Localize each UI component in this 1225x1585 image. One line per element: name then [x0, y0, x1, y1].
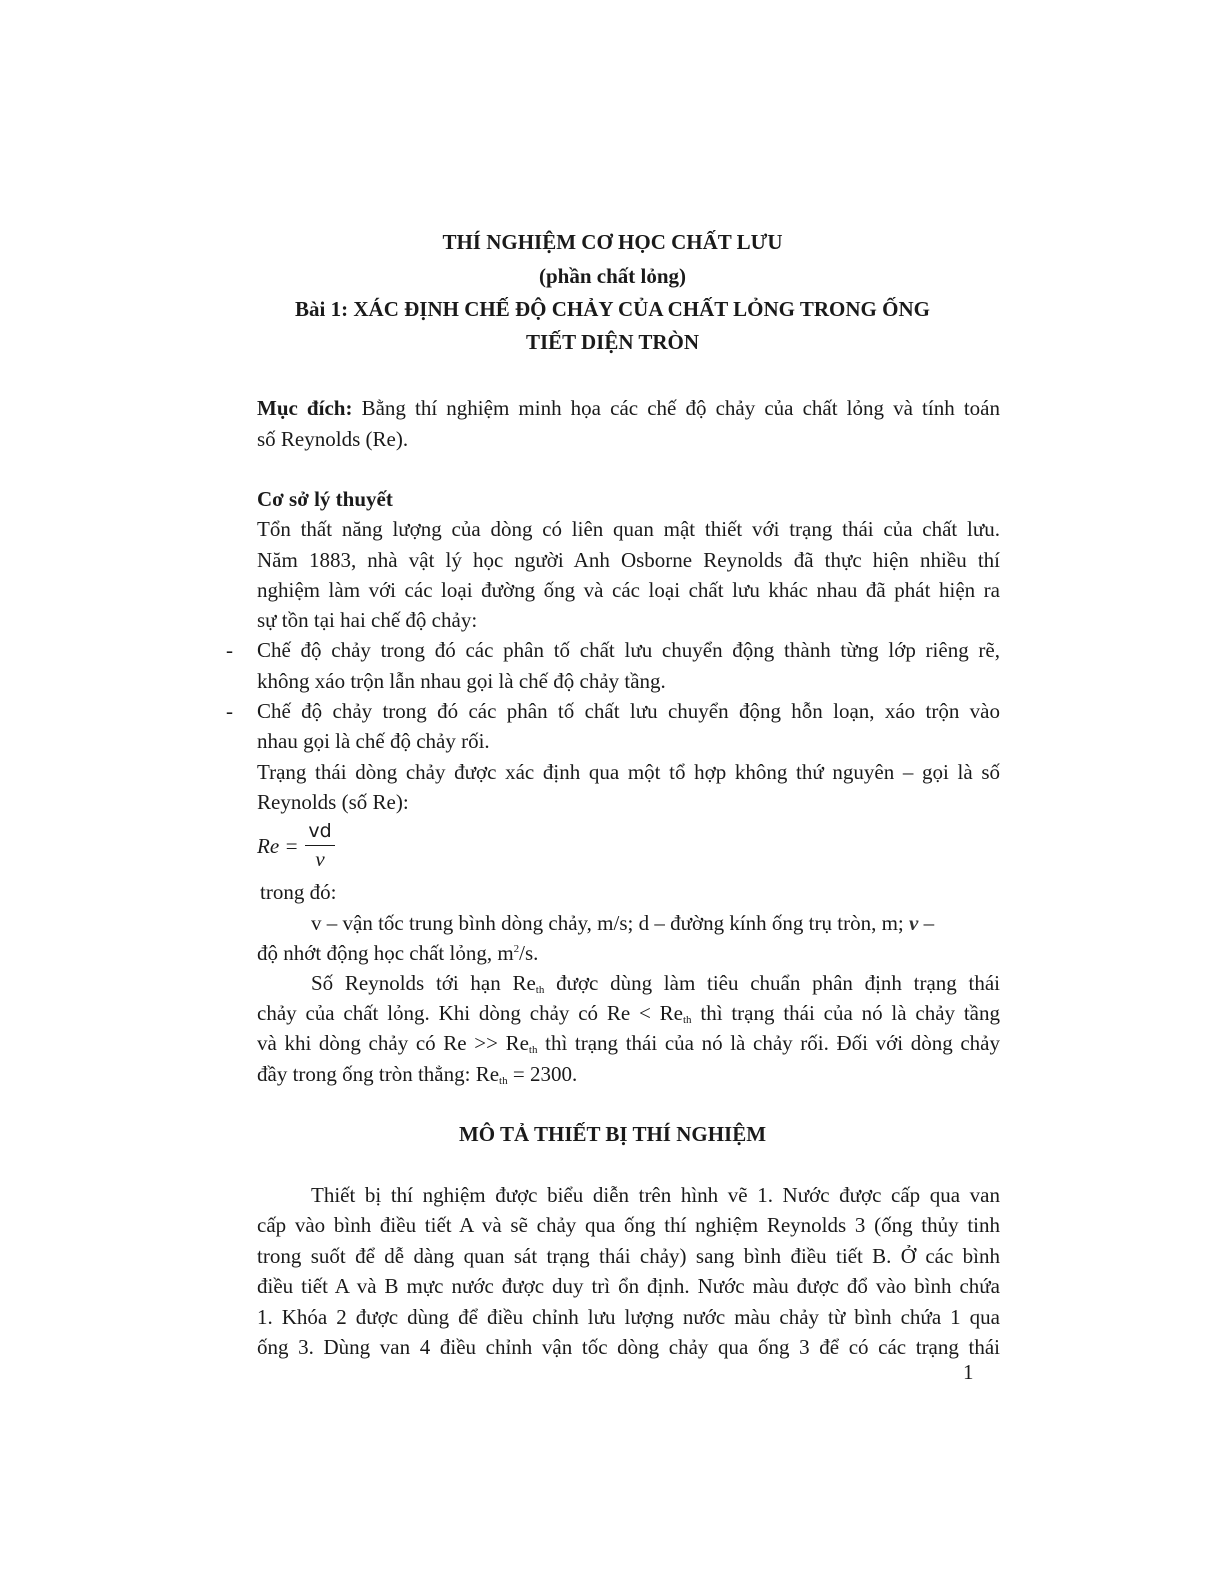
theory-p3-line4: đầy trong ống tròn thẳng: $Re_{th} = 2300$.: [257, 1062, 578, 1087]
page-number: 1: [963, 1360, 974, 1384]
equipment-heading: MÔ TẢ THIẾT BỊ THÍ NGHIỆM: [458, 1122, 767, 1146]
bullet2-line: Chế độ chảy trong đó các phân tố chất lưu chuyển động hỗn loạn, xáo trộn vào: [257, 699, 1000, 723]
theory-p2-line: Trạng thái dòng chảy được xác định qua một tổ hợp không thứ nguyên – gọi là số: [257, 760, 1000, 784]
theory-p3-line1: Số Reynolds tới hạn $Re_{th}$ được dùng làm tiêu chuẩn phân định trạng thái: [311, 971, 1000, 996]
purpose-line2: số Reynolds (Re).: [257, 427, 409, 451]
theory-p3-line2: chảy của chất lỏng. Khi dòng chảy có $Re < Re_{th}$ thì trạng thái của nó là chảy tầng: [257, 1001, 1000, 1026]
theory-heading: Cơ sở lý thuyết: [257, 487, 393, 511]
theory-p2-line: Reynolds (số Re):: [257, 790, 409, 814]
theory-p1-line: Tổn thất năng lượng của dòng có liên quan mật thiết với trạng thái của chất lưu.: [257, 517, 1000, 541]
theory-p3-line3: và khi dòng chảy có $Re >> Re_{th}$ thì trạng thái của nó là chảy rối. Đối với dòng chảy: [257, 1031, 1000, 1056]
bullet1-line: Chế độ chảy trong đó các phân tố chất lưu chuyển động thành từng lớp riêng rẽ,: [257, 638, 1000, 662]
doc-title-line3: Bài 1: XÁC ĐỊNH CHẾ ĐỘ CHẢY CỦA CHẤT LỎNG TRONG ỐNG: [295, 297, 930, 321]
equipment-line: 1. Khóa 2 được dùng để điều chỉnh lưu lượng nước màu chảy từ bình chứa 1 qua: [257, 1305, 1000, 1329]
equipment-line: cấp vào bình điều tiết A và sẽ chảy qua ống thí nghiệm Reynolds 3 (ống thủy tinh: [257, 1213, 1000, 1237]
definition-line2: độ nhớt động học chất lỏng, $m^2/s$.: [257, 941, 539, 965]
theory-p1-line: Năm 1883, nhà vật lý học người Anh Osborne Reynolds đã thực hiện nhiều thí: [257, 548, 1000, 572]
formula-denominator: ν: [315, 847, 325, 871]
formula-fraction: [305, 819, 335, 870]
purpose-label: Mục đích:: [257, 396, 353, 420]
where-label: trong đó:: [260, 880, 337, 904]
theory-p1-line: sự tồn tại hai chế độ chảy:: [257, 608, 478, 632]
doc-title-line2: (phần chất lỏng): [538, 264, 687, 288]
bullet-dash: -: [226, 638, 233, 662]
equipment-line: điều tiết A và B mực nước được duy trì ổn định. Nước màu được đổ vào bình chứa: [257, 1274, 1000, 1298]
formula-numerator: vd: [308, 820, 332, 842]
bullet-dash: -: [226, 699, 233, 723]
bullet1-line: không xáo trộn lẫn nhau gọi là chế độ chảy tầng.: [257, 669, 666, 693]
equipment-line: trong suốt để dễ dàng quan sát trạng thái chảy) sang bình điều tiết B. Ở các bình: [257, 1244, 1000, 1268]
theory-p1-line: nghiệm làm với các loại đường ống và các loại chất lưu khác nhau đã phát hiện ra: [257, 578, 1000, 602]
definition-line1: v – vận tốc trung bình dòng chảy, m/s; d – đường kính ống trụ tròn, m; ν –: [311, 911, 935, 935]
formula-lhs: Re =: [257, 834, 299, 858]
equipment-line: ống 3. Dùng van 4 điều chỉnh vận tốc dòng chảy qua ống 3 để có các trạng thái: [257, 1335, 1000, 1359]
equipment-line: Thiết bị thí nghiệm được biểu diễn trên hình vẽ 1. Nước được cấp qua van: [311, 1183, 1000, 1207]
bullet2-line: nhau gọi là chế độ chảy rối.: [257, 729, 490, 753]
doc-title-line1: THÍ NGHIỆM CƠ HỌC CHẤT LƯU: [442, 230, 783, 254]
purpose-line1: Mục đích: Bằng thí nghiệm minh họa các chế độ chảy của chất lỏng và tính toán: [257, 396, 1001, 420]
doc-title-line4: TIẾT DIỆN TRÒN: [525, 330, 700, 354]
fraction-bar: [305, 845, 335, 846]
